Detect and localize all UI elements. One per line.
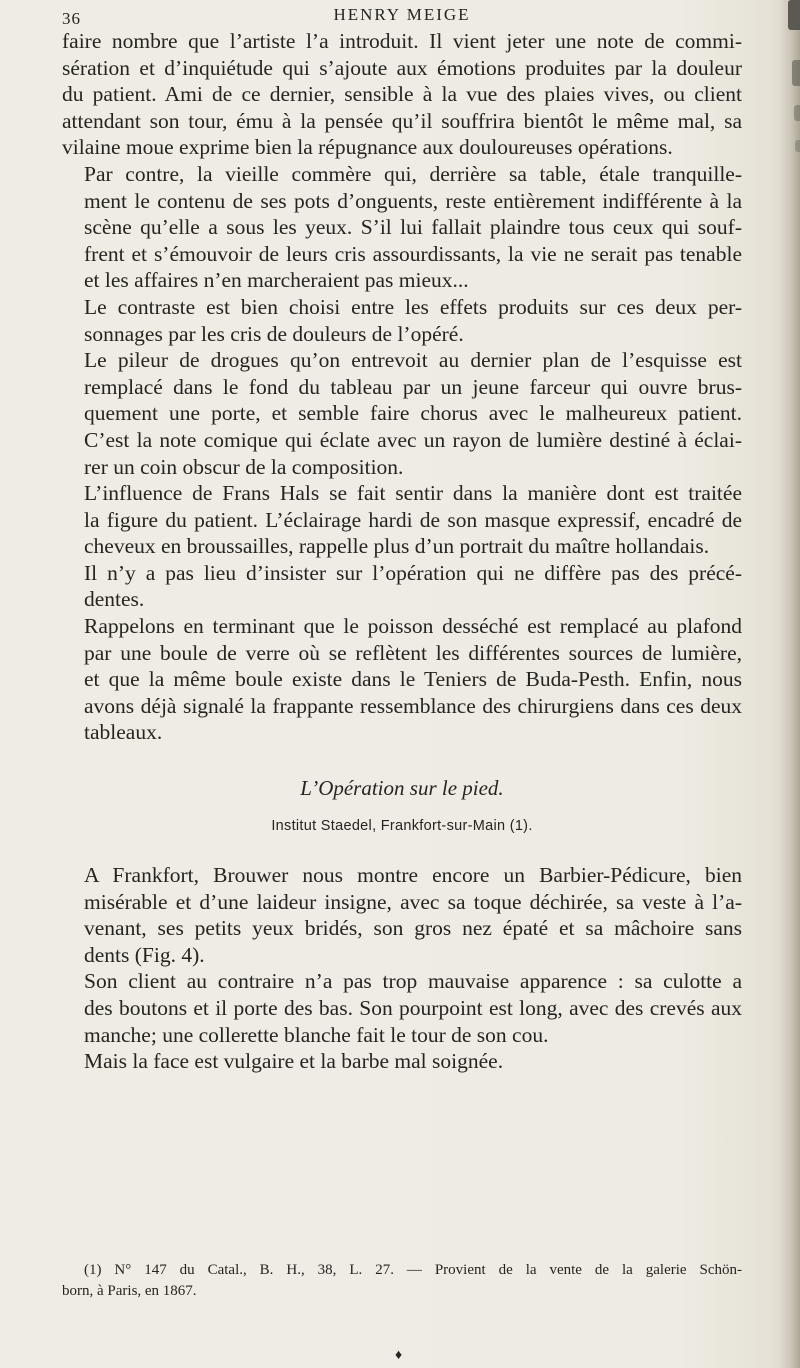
- text-line: Rappelons en terminant que le poisson desséché est remplacé au plafond: [84, 614, 742, 639]
- text-line: Par contre, la vieille commère qui, derrière sa table, étale tranquille-: [84, 161, 742, 186]
- text-line: frent et s’émouvoir de leurs cris assourdissants, la vie ne serait pas tenable: [84, 241, 742, 266]
- text-line: et les affaires n’en marcheraient pas mieux...: [84, 268, 469, 293]
- paragraph: [62, 347, 742, 480]
- paragraph: [62, 613, 742, 746]
- running-header: [62, 3, 742, 29]
- page-edge-mark: [794, 105, 800, 121]
- paragraph: [62, 294, 742, 347]
- figure-caption-source: Institut Staedel, Frankfort-sur-Main (1).: [271, 818, 533, 834]
- text-line: Il n’y a pas lieu d’insister sur l’opération qui ne diffère pas des précé-: [84, 560, 742, 585]
- body-text-upper: [62, 28, 742, 746]
- page-edge-shadow: [778, 0, 800, 1368]
- text-line: rer un coin obscur de la composition.: [84, 454, 404, 479]
- text-line: quement une porte, et semble faire chorus avec le malheureux patient.: [84, 401, 742, 426]
- text-line: A Frankfort, Brouwer nous montre encore un Barbier-Pédicure, bien: [84, 863, 742, 887]
- text-line: remplacé dans le fond du tableau par un jeune farceur qui ouvre brus-: [84, 374, 742, 399]
- page-number: 36: [62, 9, 81, 28]
- text-line: dentes.: [84, 587, 145, 612]
- text-line: sération et d’inquiétude qui s’ajoute aux émotions produites par la douleur: [62, 55, 742, 80]
- text-line: par une boule de verre où se reflètent les différentes sources de lumière,: [84, 640, 742, 665]
- page-edge-mark: [788, 0, 800, 30]
- text-line: manche; une collerette blanche fait le tour de son cou.: [84, 1022, 549, 1047]
- paragraph: [62, 862, 742, 968]
- text-line: L’influence de Frans Hals se fait sentir dans la manière dont est traitée: [84, 481, 742, 506]
- text-line: vilaine moue exprime bien la répugnance aux douloureuses opérations.: [62, 135, 673, 160]
- text-line: et que la même boule existe dans le Teniers de Buda-Pesth. Enfin, nous: [84, 667, 742, 692]
- footnote-line: born, à Paris, en 1867.: [62, 1283, 197, 1299]
- text-line: Le contraste est bien choisi entre les effets produits sur ces deux per-: [84, 294, 742, 319]
- paragraph: [62, 28, 742, 161]
- footnote: [62, 1260, 742, 1302]
- text-line: attendant son tour, ému à la pensée qu’il souffrira bientôt le même mal, sa: [62, 108, 742, 133]
- paragraph: [62, 1048, 742, 1075]
- text-line: misérable et d’une laideur insigne, avec sa toque déchirée, sa veste à l’a-: [84, 889, 742, 914]
- paragraph: [62, 560, 742, 613]
- paragraph: [62, 968, 742, 1048]
- text-line: sonnages par les cris de douleurs de l’opéré.: [84, 321, 464, 346]
- text-line: la figure du patient. L’éclairage hardi de son masque expressif, encadré de: [84, 507, 742, 532]
- text-line: Le pileur de drogues qu’on entrevoit au dernier plan de l’esquisse est: [84, 348, 742, 373]
- text-line: C’est la note comique qui éclate avec un rayon de lumière destiné à éclai-: [84, 427, 742, 452]
- text-line: ment le contenu de ses pots d’onguents, reste entièrement indifférente à la: [84, 188, 742, 213]
- text-line: dents (Fig. 4).: [84, 942, 205, 967]
- text-line: faire nombre que l’artiste l’a introduit. Il vient jeter une note de commi-: [62, 29, 742, 53]
- paragraph: [62, 480, 742, 560]
- text-line: tableaux.: [84, 720, 163, 745]
- body-text-lower: [62, 862, 742, 1075]
- running-header-author: HENRY MEIGE: [333, 5, 471, 24]
- ornament-mark: ♦: [395, 1348, 403, 1363]
- text-line: Son client au contraire n’a pas trop mauvaise apparence : sa culotte a: [84, 969, 742, 994]
- text-line: venant, ses petits yeux bridés, son gros nez épaté et sa mâchoire sans: [84, 916, 742, 941]
- text-line: Mais la face est vulgaire et la barbe mal soignée.: [84, 1049, 504, 1074]
- text-line: scène qu’elle a sous les yeux. S’il lui fallait plaindre tous ceux qui souf-: [84, 215, 742, 240]
- page-edge-mark: [795, 140, 800, 152]
- figure-caption-title: L’Opération sur le pied.: [300, 776, 504, 800]
- page-edge-mark: [792, 60, 800, 86]
- footnote-line: (1) N° 147 du Catal., B. H., 38, L. 27. — Provient de la vente de la galerie Schön-: [84, 1262, 742, 1278]
- text-line: du patient. Ami de ce dernier, sensible à la vue des plaies vives, ou client: [62, 82, 742, 107]
- paragraph: [62, 161, 742, 294]
- text-line: avons déjà signalé la frappante ressemblance des chirurgiens dans ces deux: [84, 693, 742, 718]
- text-line: cheveux en broussailles, rappelle plus d’un portrait du maître hollandais.: [84, 534, 710, 559]
- text-line: des boutons et il porte des bas. Son pourpoint est long, avec des crevés aux: [84, 995, 742, 1020]
